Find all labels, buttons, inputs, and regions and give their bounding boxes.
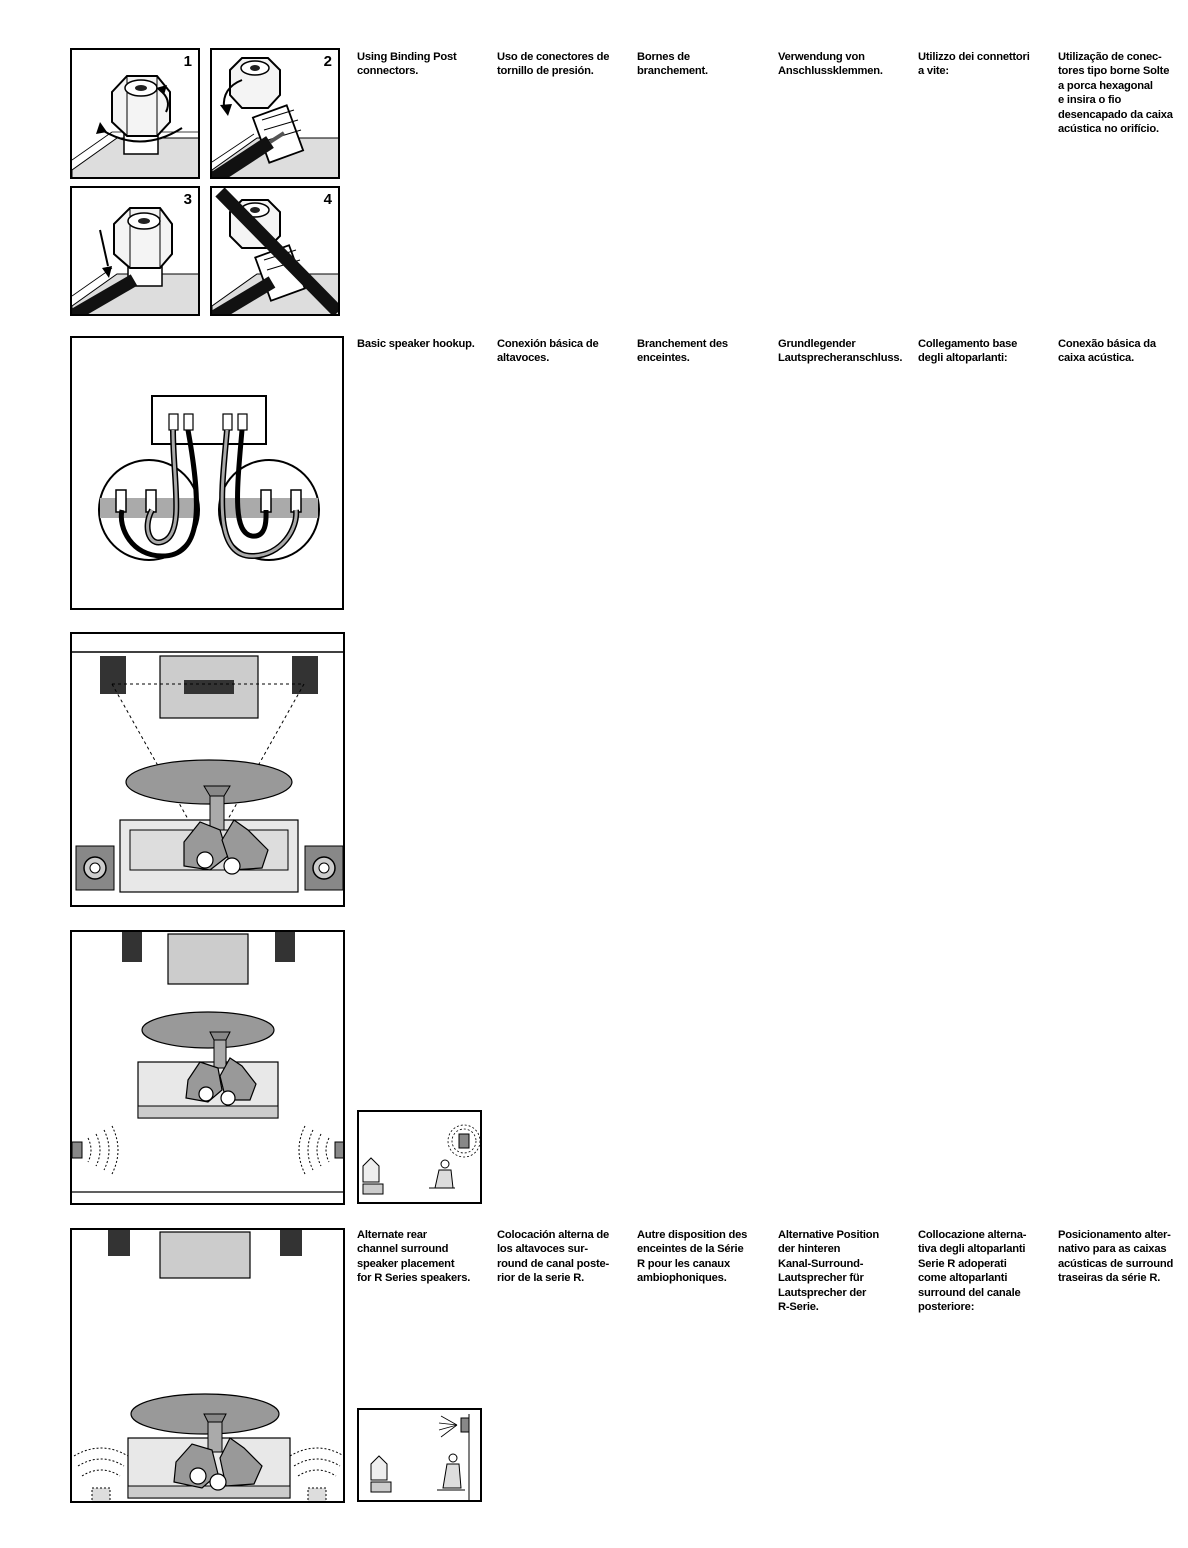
caption-basic-hookup-pt: Conexão básica da caixa acústica.	[1058, 338, 1156, 365]
side-surround-inset-panel	[357, 1110, 482, 1204]
caption-basic-hookup-fr: Branchement des enceintes.	[637, 338, 728, 365]
binding-step-4-panel	[210, 186, 340, 316]
caption-alternate-rear-fr: Autre disposition des enceintes de la Série R pour les canaux ambiophoniques.	[637, 1229, 748, 1285]
alternate-rear-panel	[70, 1228, 345, 1503]
step-number: 2	[323, 53, 332, 70]
step-number: 4	[323, 191, 332, 208]
caption-alternate-rear-it: Collocazione alterna- tiva degli altoparlanti Serie R adoperati come altoparlanti surround del canale posteriore:	[918, 1229, 1027, 1314]
alternate-rear-inset-panel	[357, 1408, 482, 1502]
caption-alternate-rear-pt: Posicionamento alter- nativo para as caixas acústicas de surround traseiras da série R.	[1058, 1229, 1174, 1285]
basic-hookup-panel	[70, 336, 344, 610]
caption-binding-post-es: Uso de conectores de tornillo de presión.	[497, 51, 610, 78]
surround-placement-illustration	[72, 634, 345, 907]
caption-binding-post-de: Verwendung von Anschlussklemmen.	[778, 51, 883, 78]
binding-post-tighten-illustration	[72, 188, 200, 316]
caption-basic-hookup-en: Basic speaker hookup.	[357, 338, 475, 350]
caption-basic-hookup-es: Conexión básica de altavoces.	[497, 338, 599, 365]
alternate-rear-illustration	[72, 1230, 345, 1503]
side-surround-panel	[70, 930, 345, 1205]
caption-binding-post-en: Using Binding Post connectors.	[357, 51, 457, 78]
binding-step-2-panel	[210, 48, 340, 179]
side-surround-illustration	[72, 932, 345, 1205]
step-number: 3	[183, 191, 192, 208]
caption-alternate-rear-en: Alternate rear channel surround speaker placement for R Series speakers.	[357, 1229, 471, 1285]
alternate-rear-inset-illustration	[359, 1410, 482, 1502]
step-number: 1	[183, 53, 192, 70]
caption-binding-post-pt: Utilização de conec- tores tipo borne Solte a porca hexagonal e insira o fio desencapado da caixa acústica no orifício.	[1058, 51, 1173, 136]
caption-alternate-rear-es: Colocación alterna de los altavoces sur- round de canal poste- rior de la serie R.	[497, 1229, 610, 1285]
caption-alternate-rear-de: Alternative Position der hinteren Kanal-Surround- Lautsprecher für Lautsprecher der R-Serie.	[778, 1229, 880, 1314]
binding-step-1-panel	[70, 48, 200, 179]
side-surround-inset-illustration	[359, 1112, 482, 1204]
binding-post-wire-crossed-illustration	[212, 188, 340, 316]
binding-post-insert-wire-illustration	[212, 50, 340, 179]
binding-step-3-panel	[70, 186, 200, 316]
caption-binding-post-it: Utilizzo dei connettori a vite:	[918, 51, 1030, 78]
caption-basic-hookup-it: Collegamento base degli altoparlanti:	[918, 338, 1018, 365]
surround-placement-panel	[70, 632, 345, 907]
binding-post-loosen-illustration	[72, 50, 200, 179]
basic-hookup-illustration	[72, 338, 344, 610]
caption-binding-post-fr: Bornes de branchement.	[637, 51, 708, 78]
caption-basic-hookup-de: Grundlegender Lautsprecheranschluss.	[778, 338, 903, 365]
